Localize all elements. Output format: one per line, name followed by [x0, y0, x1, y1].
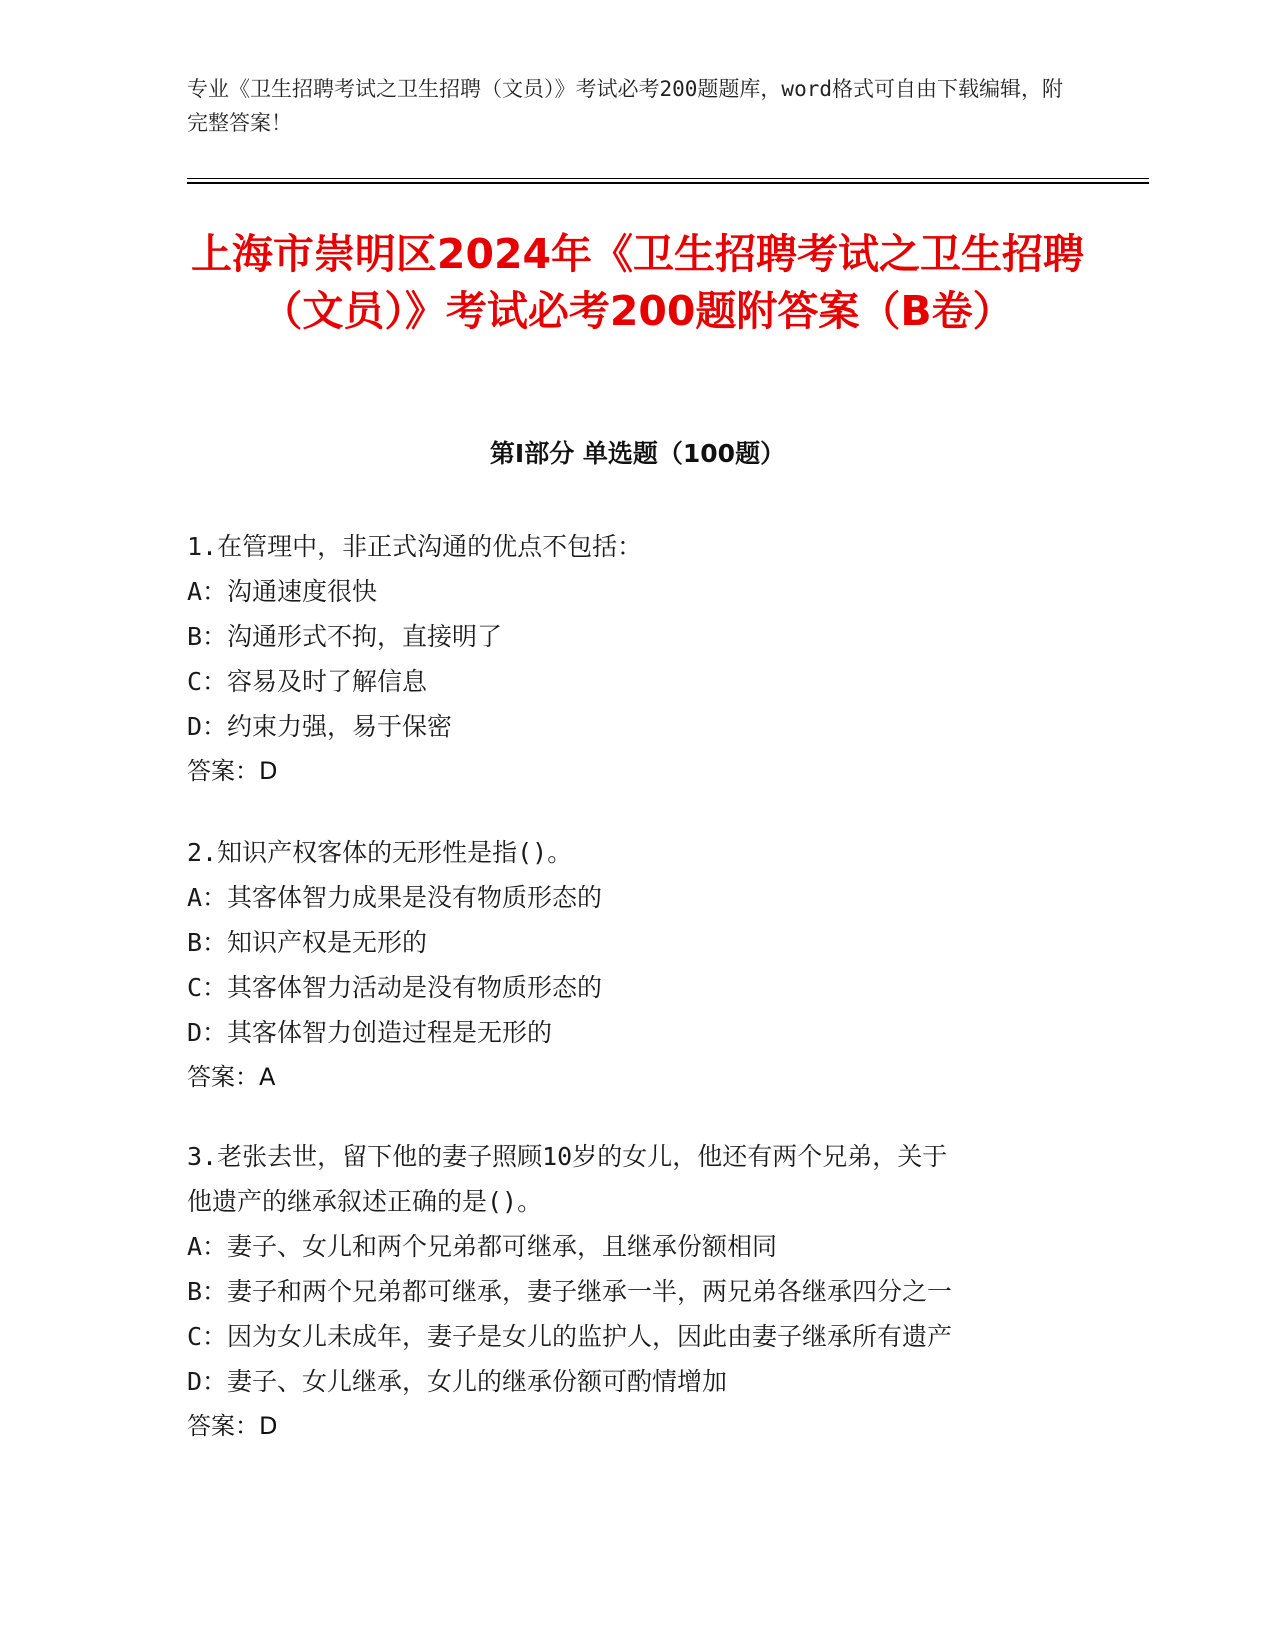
option-d: D：其客体智力创造过程是无形的	[187, 1018, 553, 1047]
option-a: A：妻子、女儿和两个兄弟都可继承，且继承份额相同	[187, 1232, 778, 1261]
answer: 答案：D	[187, 1412, 278, 1440]
option-d: D：妻子、女儿继承，女儿的继承份额可酌情增加	[187, 1367, 728, 1396]
option-a: A：沟通速度很快	[187, 577, 378, 606]
section-heading: 第Ⅰ部分 单选题（100题）	[489, 439, 786, 468]
option-c: C：因为女儿未成年，妻子是女儿的监护人，因此由妻子继承所有遗产	[187, 1322, 953, 1351]
document-title: 上海市崇明区2024年《卫生招聘考试之卫生招聘（文员）》考试必考200题附答案（B卷）	[190, 230, 1085, 335]
question-stem: 2.知识产权客体的无形性是指()。	[187, 838, 573, 867]
option-b: B：知识产权是无形的	[187, 928, 428, 957]
question-3	[187, 1134, 1087, 1449]
option-c: C：容易及时了解信息	[187, 667, 428, 696]
question-stem-line-1: 3.老张去世，留下他的妻子照顾10岁的女儿，他还有两个兄弟，关于	[187, 1142, 948, 1171]
option-b: B：妻子和两个兄弟都可继承，妻子继承一半，两兄弟各继承四分之一	[187, 1277, 953, 1306]
question-2	[187, 830, 1087, 1100]
option-a: A：其客体智力成果是没有物质形态的	[187, 883, 603, 912]
header-divider-thick	[187, 182, 1149, 184]
header-note: 专业《卫生招聘考试之卫生招聘（文员）》考试必考200题题库，word格式可自由下载编辑，附完整答案！	[187, 77, 1063, 135]
answer: 答案：D	[187, 757, 278, 785]
question-stem: 1.在管理中，非正式沟通的优点不包括：	[187, 532, 643, 561]
header-divider-thin	[187, 178, 1149, 179]
option-d: D：约束力强，易于保密	[187, 712, 453, 741]
option-c: C：其客体智力活动是没有物质形态的	[187, 973, 603, 1002]
answer: 答案：A	[187, 1063, 276, 1091]
option-b: B：沟通形式不拘，直接明了	[187, 622, 503, 651]
question-1	[187, 524, 1087, 794]
question-stem-line-2: 他遗产的继承叙述正确的是()。	[187, 1187, 543, 1216]
